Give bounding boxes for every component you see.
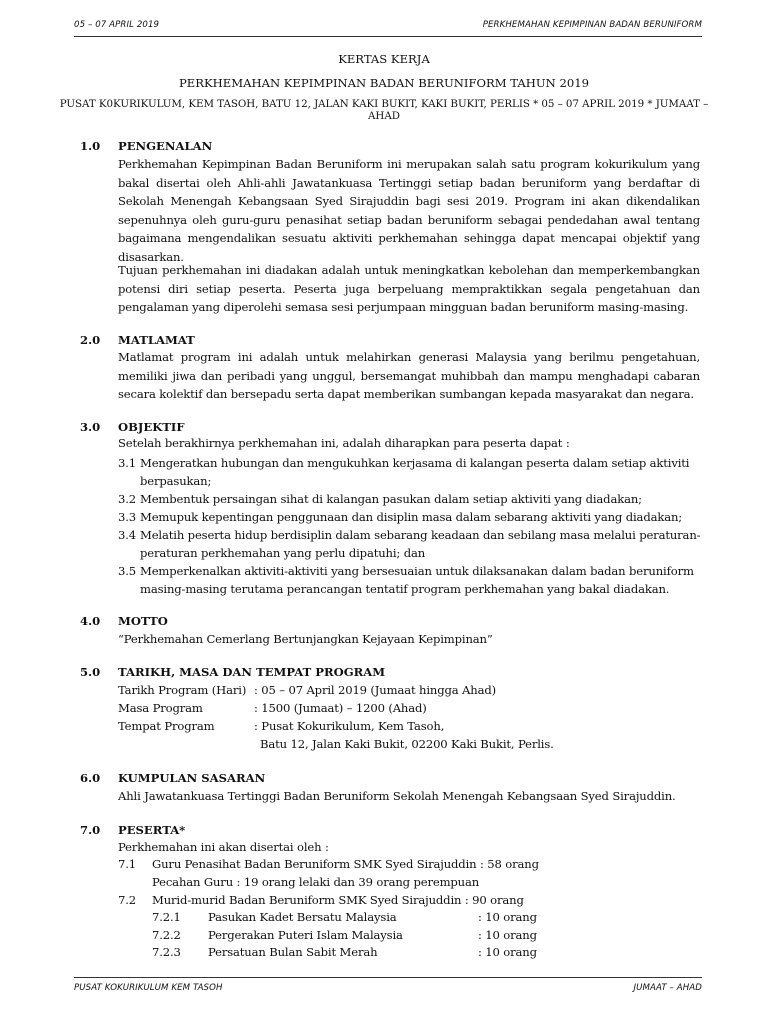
header-rule <box>74 36 702 37</box>
list-item-number: 3.3 <box>118 510 136 524</box>
header-title: PERKHEMAHAN KEPIMPINAN BADAN BERUNIFORM <box>482 20 702 30</box>
motto-text: “Perkhemahan Cemerlang Bertunjangkan Kejayaan Kepimpinan” <box>118 632 493 646</box>
section-number: 1.0 <box>80 139 101 153</box>
sublist-number: 7.2.3 <box>152 945 181 959</box>
section-number: 2.0 <box>80 333 101 347</box>
list-item-text-cont: masing-masing terutama perancangan tentatif program perkhemahan yang bakal diadakan. <box>140 582 670 596</box>
footer-location: PUSAT KOKURIKULUM KEM TASOH <box>74 983 223 993</box>
list-item-text: Guru Penasihat Badan Beruniform SMK Syed Sirajuddin : 58 orang <box>152 857 539 871</box>
detail-label: Tarikh Program (Hari) <box>118 683 247 697</box>
section-heading: MOTTO <box>118 614 168 628</box>
section-number: 3.0 <box>80 420 101 434</box>
section-heading: PESERTA* <box>118 823 186 837</box>
section-number: 5.0 <box>80 665 101 679</box>
sublist-name: Pasukan Kadet Bersatu Malaysia <box>208 910 397 924</box>
detail-label: Masa Program <box>118 701 203 715</box>
detail-value: : Pusat Kokurikulum, Kem Tasoh, <box>254 719 445 733</box>
sublist-count: : 10 orang <box>478 910 537 924</box>
section-heading: MATLAMAT <box>118 333 195 347</box>
section-heading: KUMPULAN SASARAN <box>118 771 266 785</box>
list-item-number: 3.2 <box>118 492 136 506</box>
list-item-text: Murid-murid Badan Beruniform SMK Syed Sirajuddin : 90 orang <box>152 893 524 907</box>
list-item-text: Membentuk persaingan sihat di kalangan pasukan dalam setiap aktiviti yang diadakan; <box>140 492 642 506</box>
section-heading: PENGENALAN <box>118 139 213 153</box>
objektif-intro: Setelah berakhirnya perkhemahan ini, adalah diharapkan para peserta dapat : <box>118 436 570 450</box>
section-heading: OBJEKTIF <box>118 420 185 434</box>
list-item-text-cont: berpasukan; <box>140 474 212 488</box>
target-group-text: Ahli Jawatankuasa Tertinggi Badan Beruniform Sekolah Menengah Kebangsaan Syed Sirajuddin. <box>118 789 676 803</box>
doc-title: KERTAS KERJA <box>338 52 430 66</box>
detail-value: : 05 – 07 April 2019 (Jumaat hingga Ahad) <box>254 683 497 697</box>
list-item-text-cont: peraturan perkhemahan yang perlu dipatuhi; dan <box>140 546 426 560</box>
list-item-text-cont: Pecahan Guru : 19 orang lelaki dan 39 orang perempuan <box>152 875 480 889</box>
sublist-number: 7.2.2 <box>152 928 181 942</box>
detail-value-cont: Batu 12, Jalan Kaki Bukit, 02200 Kaki Bukit, Perlis. <box>260 737 554 751</box>
detail-value: : 1500 (Jumaat) – 1200 (Ahad) <box>254 701 427 715</box>
list-item-text: Memupuk kepentingan penggunaan dan disiplin masa dalam sebarang aktiviti yang diadakan; <box>140 510 683 524</box>
header-date: 05 – 07 APRIL 2019 <box>74 20 160 30</box>
doc-subtitle: PERKHEMAHAN KEPIMPINAN BADAN BERUNIFORM TAHUN 2019 <box>178 76 589 90</box>
list-item-number: 7.2 <box>118 893 136 907</box>
section-number: 6.0 <box>80 771 101 785</box>
list-item-number: 7.1 <box>118 857 136 871</box>
sublist-name: Pergerakan Puteri Islam Malaysia <box>208 928 403 942</box>
list-item-number: 3.4 <box>118 528 136 542</box>
paragraph: Perkhemahan Kepimpinan Badan Beruniform ini merupakan salah satu program kokurikulum yang bakal disertai oleh Ahli-ahli Jawatankuasa Tertinggi setiap badan beruniform yang berdaftar di Sekolah Menengah Kebangsaan Syed Sirajuddin bagi sesi 2019. Program ini akan dikendalikan sepenuhnya oleh guru-guru penasihat setiap badan beruniform sebagai pendedahan awal tentang bagaimana mengendalikan sesuatu aktiviti perkhemahan sehingga dapat mencapai objektif yang disasarkan. <box>118 157 700 264</box>
footer-rule <box>74 977 702 978</box>
list-item-number: 3.1 <box>118 456 136 470</box>
sublist-number: 7.2.1 <box>152 910 181 924</box>
section-number: 7.0 <box>80 823 101 837</box>
paragraph: Tujuan perkhemahan ini diadakan adalah untuk meningkatkan kebolehan dan memperkembangkan potensi diri setiap peserta. Peserta juga berpeluang mempraktikkan segala pengetahuan dan pengalaman yang diperolehi semasa sesi perjumpaan mingguan badan beruniform masing-masing. <box>118 263 700 315</box>
paragraph: Matlamat program ini adalah untuk melahirkan generasi Malaysia yang berilmu pengetahuan, memiliki jiwa dan peribadi yang unggul, bersemangat muhibbah dan mampu menghadapi cabaran secara kolektif dan bersepadu serta dapat memberikan sumbangan kepada masyarakat dan negara. <box>118 350 700 402</box>
sublist-count: : 10 orang <box>478 928 537 942</box>
peserta-intro: Perkhemahan ini akan disertai oleh : <box>118 840 329 854</box>
sublist-name: Persatuan Bulan Sabit Merah <box>208 945 378 959</box>
sublist-count: : 10 orang <box>478 945 537 959</box>
section-number: 4.0 <box>80 614 101 628</box>
detail-label: Tempat Program <box>118 719 215 733</box>
list-item-text: Melatih peserta hidup berdisiplin dalam sebarang keadaan dan sebilang masa melalui peraturan- <box>140 528 701 542</box>
footer-days: JUMAAT – AHAD <box>633 983 702 993</box>
list-item-text: Mengeratkan hubungan dan mengukuhkan kerjasama di kalangan peserta dalam setiap aktiviti <box>140 456 690 470</box>
list-item-text: Memperkenalkan aktiviti-aktiviti yang bersesuaian untuk dilaksanakan dalam badan beruniform <box>140 564 694 578</box>
section-heading: TARIKH, MASA DAN TEMPAT PROGRAM <box>118 665 386 679</box>
list-item-number: 3.5 <box>118 564 136 578</box>
doc-location-line: PUSAT K0KURIKULUM, KEM TASOH, BATU 12, JALAN KAKI BUKIT, KAKI BUKIT, PERLIS * 05 – 07 APRIL 2019 * JUMAAT – AHAD <box>59 98 709 122</box>
